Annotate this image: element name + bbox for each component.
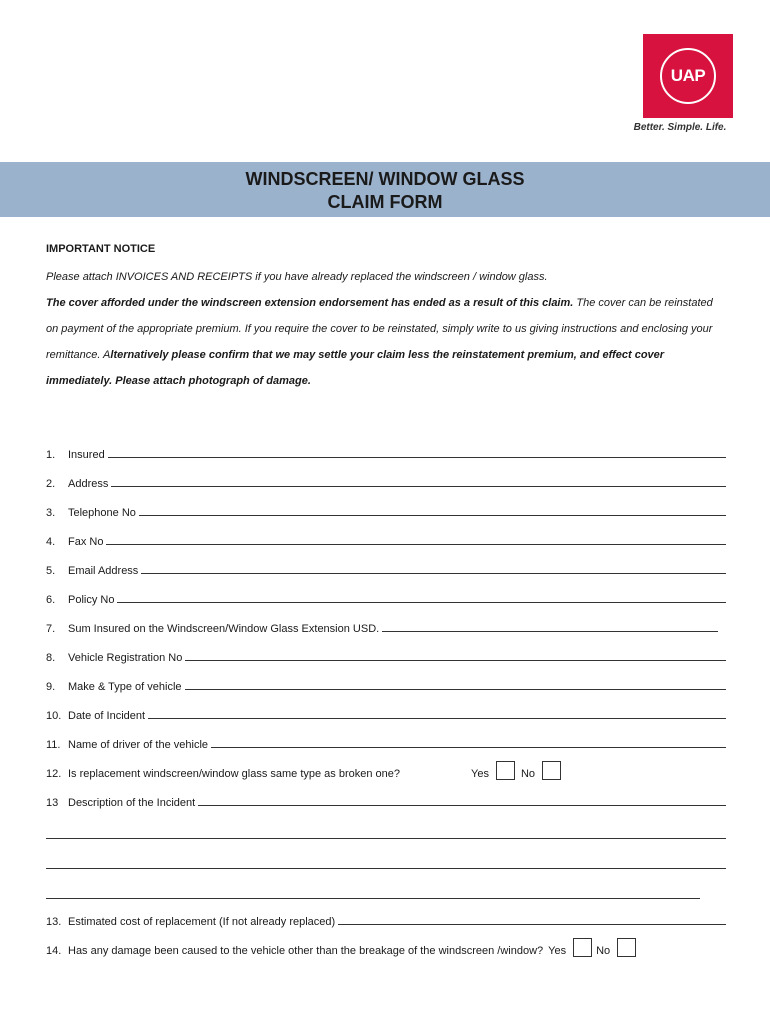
field-number: 7.: [46, 623, 56, 635]
field-number: 10.: [46, 710, 62, 722]
field-number: 4.: [46, 536, 56, 548]
field-row: [46, 548, 726, 577]
field-row: [46, 490, 726, 519]
field-number: 12.: [46, 768, 62, 780]
description-input-line-4[interactable]: [46, 897, 700, 899]
description-input-line-2[interactable]: [46, 837, 726, 839]
description-blank-row: [46, 839, 726, 869]
field-row: [46, 899, 726, 928]
field-number: 6.: [46, 594, 56, 606]
description-blank-row: [46, 869, 726, 899]
notice-bold-text: The cover afforded under the windscreen extension endorsement has ended as a result of this claim.: [46, 297, 574, 309]
notice-text: The cover can be reinstated on payment of the appropriate premium. If you require the cover to be reinstated, simply write to us giving instructions and enclosing your remittance. A: [46, 297, 713, 361]
policy-input-line[interactable]: [117, 601, 726, 603]
field-row: [46, 751, 726, 780]
uap-logo: [643, 34, 733, 118]
notice-bold-text-2: lternatively please confirm that we may settle your claim less the reinstatement premium, and effect cover immediately. Please attach photograph of damage.: [46, 349, 665, 387]
field-label: Has any damage been caused to the vehicle other than the breakage of the windscreen /window?: [68, 945, 544, 957]
description-blank-row: [46, 809, 726, 839]
description-input-line[interactable]: [198, 804, 726, 806]
field-row: [46, 780, 726, 809]
field-row: [46, 664, 726, 693]
date-input-line[interactable]: [148, 717, 726, 719]
make-type-input-line[interactable]: [185, 688, 726, 690]
field-row: [46, 606, 726, 635]
yes-label: Yes: [548, 945, 567, 957]
field-label: Sum Insured on the Windscreen/Window Glass Extension USD.: [68, 623, 380, 635]
q14-no-checkbox[interactable]: [617, 938, 636, 957]
field-label: Fax No: [68, 536, 104, 548]
field-row: [46, 432, 726, 461]
yes-label: Yes: [471, 768, 489, 780]
claim-fields: [46, 432, 726, 957]
registration-input-line[interactable]: [185, 659, 726, 661]
telephone-input-line[interactable]: [139, 514, 726, 516]
field-row: [46, 693, 726, 722]
field-row: [46, 519, 726, 548]
form-title-line2: CLAIM FORM: [327, 192, 443, 212]
field-number: 5.: [46, 565, 56, 577]
field-label: Policy No: [68, 594, 115, 606]
logo-brand: UAP: [670, 66, 706, 85]
field-label: Name of driver of the vehicle: [68, 739, 209, 751]
field-number: 11.: [46, 739, 61, 751]
field-number: 8.: [46, 652, 56, 664]
q14-yes-checkbox[interactable]: [573, 938, 592, 957]
field-label: Is replacement windscreen/window glass same type as broken one?: [68, 768, 401, 780]
fax-input-line[interactable]: [106, 543, 726, 545]
field-row: [46, 577, 726, 606]
field-label: Date of Incident: [68, 710, 146, 722]
sum-insured-input-line[interactable]: [382, 630, 718, 632]
no-label: No: [596, 945, 611, 957]
field-row: [46, 722, 726, 751]
driver-input-line[interactable]: [211, 746, 726, 748]
estimated-cost-input-line[interactable]: [338, 923, 726, 925]
field-number: 13: [46, 797, 59, 809]
insured-input-line[interactable]: [108, 456, 726, 458]
address-input-line[interactable]: [111, 485, 726, 487]
title-band: [0, 162, 770, 217]
field-number: 14.: [46, 945, 62, 957]
q12-yes-checkbox[interactable]: [496, 761, 515, 780]
notice-paragraph-1: Please attach INVOICES AND RECEIPTS if you have already replaced the windscreen / window glass.: [46, 271, 548, 283]
q12-no-checkbox[interactable]: [542, 761, 561, 780]
field-label: Insured: [68, 449, 105, 461]
field-number: 1.: [46, 449, 56, 461]
field-label: Description of the Incident: [68, 797, 196, 809]
email-input-line[interactable]: [141, 572, 726, 574]
important-notice: [46, 243, 726, 394]
form-title-line1: WINDSCREEN/ WINDOW GLASS: [245, 169, 525, 189]
field-label: Telephone No: [68, 507, 136, 519]
notice-heading: IMPORTANT NOTICE: [46, 243, 156, 255]
field-label: Make & Type of vehicle: [68, 681, 182, 693]
no-label: No: [520, 768, 536, 780]
field-row: [46, 635, 726, 664]
field-label: Address: [68, 478, 109, 490]
field-number: 9.: [46, 681, 56, 693]
field-number: 2.: [46, 478, 56, 490]
tagline: Better. Simple. Life.: [633, 122, 727, 133]
notice-paragraph-2: [46, 290, 726, 394]
logo-circle: [660, 48, 716, 104]
field-row: [46, 461, 726, 490]
field-label: Email Address: [68, 565, 139, 577]
field-label: Estimated cost of replacement (If not already replaced): [68, 916, 336, 928]
field-row: [46, 928, 726, 957]
field-label: Vehicle Registration No: [68, 652, 183, 664]
field-number: 3.: [46, 507, 56, 519]
description-input-line-3[interactable]: [46, 867, 726, 869]
field-number: 13.: [46, 916, 62, 928]
